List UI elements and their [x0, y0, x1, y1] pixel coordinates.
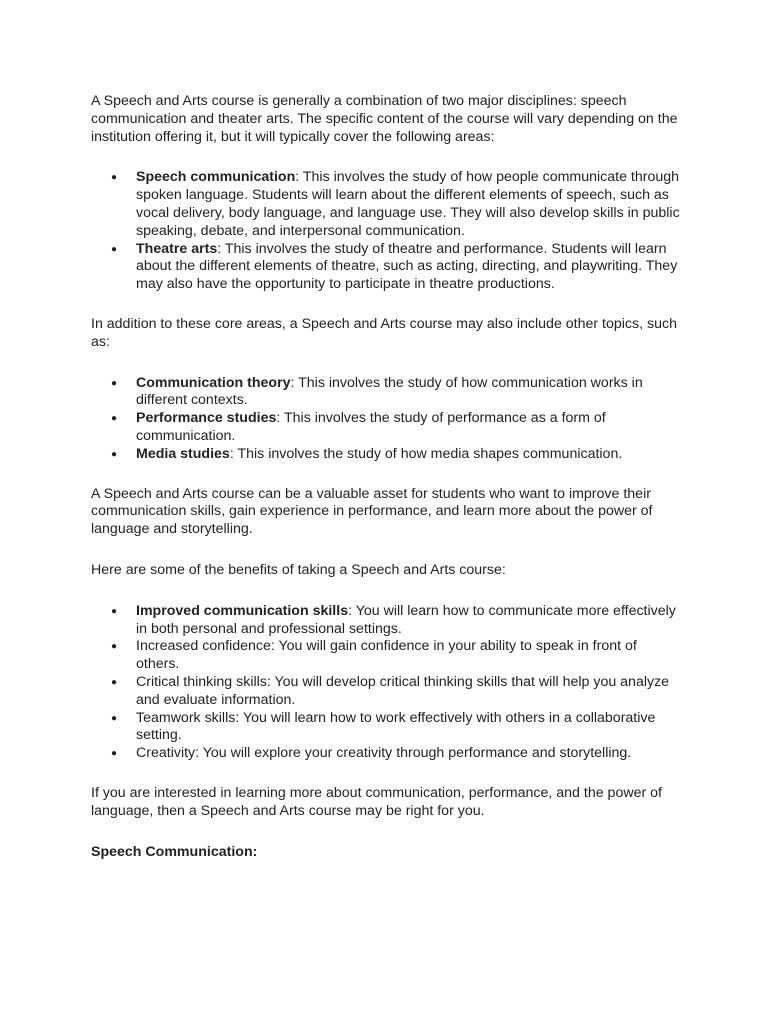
section-heading: Speech Communication:	[91, 843, 258, 860]
document-body	[91, 93, 683, 884]
list-item-desc: : This involves the study of performance as a form of communication.	[136, 410, 606, 444]
list-item	[91, 241, 683, 294]
list-item-desc: : This involves the study of how people communicate through spoken language. Students will learn about the different elements of speech, such as vocal delivery, body language, and language use. They will also develop skills in public speaking, debate, and interpersonal communication.	[136, 169, 680, 239]
list-item-desc: Increased confidence: You will gain confidence in your ability to speak in front of others.	[136, 638, 637, 673]
list-item-term: Media studies	[136, 445, 230, 462]
list-item-term: Improved communication skills	[136, 602, 349, 619]
list-item	[91, 674, 683, 710]
benefits-list	[91, 603, 683, 763]
benefits-intro-paragraph: Here are some of the benefits of taking a Speech and Arts course:	[91, 561, 506, 578]
list-item	[91, 638, 683, 674]
list-item-desc: : This involves the study of how communication works in different contexts.	[136, 374, 643, 409]
list-item-desc: : This involves the study of how media shapes communication.	[229, 445, 623, 462]
list-item-desc: : This involves the study of theatre and performance. Students will learn about the different elements of theatre, such as acting, directing, and playwriting. They may also have the opportunity to participate in theatre productions.	[136, 240, 678, 293]
value-paragraph: A Speech and Arts course can be a valuable asset for students who want to improve their communication skills, gain experience in performance, and learn more about the power of language and storytelling.	[91, 485, 653, 538]
list-item	[91, 710, 683, 746]
list-item	[91, 745, 683, 763]
core-areas-list	[91, 169, 683, 294]
list-item-desc: Teamwork skills: You will learn how to work effectively with others in a collaborative setting.	[136, 709, 656, 744]
intro-paragraph: A Speech and Arts course is generally a combination of two major disciplines: speech communication and theater arts. The specific content of the course will vary depending on the institution offering it, but it will typically cover the following areas:	[91, 93, 678, 145]
list-item	[91, 446, 683, 464]
list-item-term: Communication theory	[136, 374, 291, 391]
list-item	[91, 603, 683, 639]
list-item	[91, 169, 683, 240]
list-item	[91, 375, 683, 411]
list-item-term: Speech communication	[136, 169, 296, 186]
list-item-desc: Critical thinking skills: You will develop critical thinking skills that will help you analyze and evaluate information.	[136, 673, 670, 708]
list-item-term: Theatre arts	[136, 240, 218, 257]
list-item-term: Performance studies	[136, 410, 277, 427]
conclusion-paragraph: If you are interested in learning more about communication, performance, and the power of language, then a Speech and Arts course may be right for you.	[91, 784, 662, 819]
list-item-desc: Creativity: You will explore your creativity through performance and storytelling.	[136, 745, 632, 762]
list-item	[91, 410, 683, 446]
other-topics-list	[91, 375, 683, 464]
list-item-desc: : You will learn how to communicate more effectively in both personal and professional settings.	[136, 602, 676, 637]
addition-paragraph: In addition to these core areas, a Speech and Arts course may also include other topics, such as:	[91, 315, 677, 350]
